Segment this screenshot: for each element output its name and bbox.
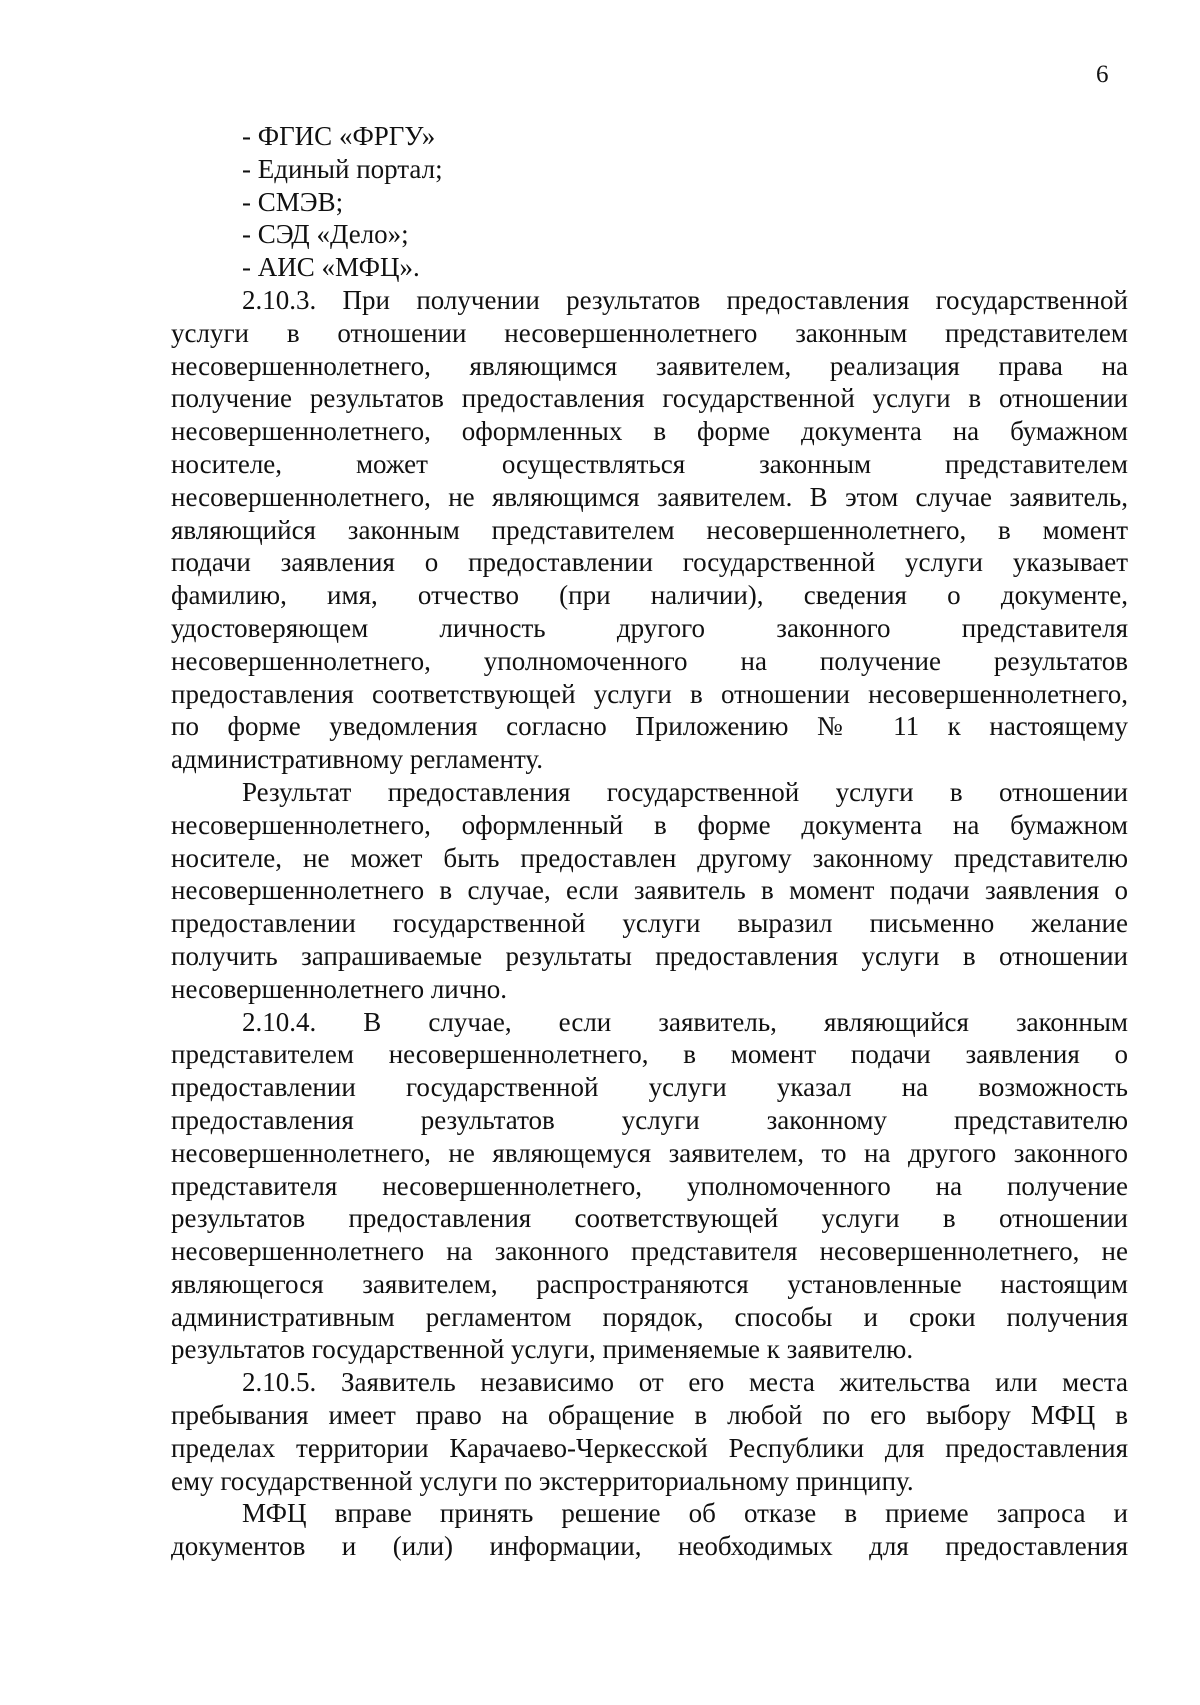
paragraph-line: несовершеннолетнего, не являющимся заявителем. В этом случае заявитель, <box>171 481 1128 512</box>
paragraph-line: фамилию, имя, отчество (при наличии), сведения о документе, <box>171 580 1128 611</box>
paragraph-line: предоставлении государственной услуги указал на возможность <box>171 1072 1128 1103</box>
paragraph-line: несовершеннолетнего, оформленный в форме документа на бумажном <box>171 809 1128 840</box>
paragraph-line: услуги в отношении несовершеннолетнего законным представителем <box>171 317 1128 348</box>
paragraph-line: ему государственной услуги по экстерриториальному принципу. <box>171 1465 914 1496</box>
paragraph-line: по форме уведомления согласно Приложению № 11 к настоящему <box>171 711 1128 742</box>
paragraph-line: несовершеннолетнего лично. <box>171 973 508 1004</box>
list-item: - СЭД «Дело»; <box>242 219 409 250</box>
paragraph-line: несовершеннолетнего, не являющемуся заявителем, то на другого законного <box>171 1137 1128 1168</box>
list-item: - СМЭВ; <box>242 186 344 217</box>
paragraph-line: удостоверяющем личность другого законного представителя <box>171 612 1128 643</box>
paragraph-2-10-4 <box>171 1006 1128 1367</box>
paragraph-line: административному регламенту. <box>171 744 543 775</box>
paragraph-line: получение результатов предоставления государственной услуги в отношении <box>171 383 1128 414</box>
paragraph-line: предоставления результатов услуги законному представителю <box>171 1104 1128 1135</box>
document-body <box>171 120 1128 1563</box>
paragraph-line: документов и (или) информации, необходимых для предоставления <box>171 1531 1128 1562</box>
paragraph-line: представителя несовершеннолетнего, уполномоченного на получение <box>171 1170 1128 1201</box>
paragraph-line: 2.10.3. При получении результатов предоставления государственной <box>242 284 1128 315</box>
paragraph-line: несовершеннолетнего, являющимся заявителем, реализация права на <box>171 350 1128 381</box>
paragraph-line: несовершеннолетнего в случае, если заявитель в момент подачи заявления о <box>171 875 1128 906</box>
paragraph-result <box>171 776 1128 1006</box>
paragraph-line: Результат предоставления государственной услуги в отношении <box>242 776 1128 807</box>
paragraph-line: несовершеннолетнего, уполномоченного на получение результатов <box>171 645 1128 676</box>
paragraph-line: 2.10.5. Заявитель независимо от его места жительства или места <box>242 1367 1128 1398</box>
paragraph-2-10-3 <box>171 284 1128 776</box>
paragraph-line: пределах территории Карачаево-Черкесской Республики для предоставления <box>171 1432 1128 1463</box>
paragraph-line: результатов государственной услуги, применяемые к заявителю. <box>171 1334 914 1365</box>
paragraphs-container <box>171 284 1128 1563</box>
paragraph-line: административным регламентом порядок, способы и сроки получения <box>171 1301 1128 1332</box>
paragraph-line: представителем несовершеннолетнего, в момент подачи заявления о <box>171 1039 1128 1070</box>
paragraph-line: подачи заявления о предоставлении государственной услуги указывает <box>171 547 1128 578</box>
list-item: - АИС «МФЦ». <box>242 252 420 283</box>
paragraph-line: являющегося заявителем, распространяются установленные настоящим <box>171 1268 1128 1299</box>
paragraph-mfc <box>171 1497 1128 1563</box>
systems-list <box>171 120 1128 284</box>
paragraph-line: носителе, не может быть предоставлен другому законному представителю <box>171 842 1128 873</box>
paragraph-2-10-5 <box>171 1366 1128 1497</box>
paragraph-line: 2.10.4. В случае, если заявитель, являющийся законным <box>242 1006 1128 1037</box>
paragraph-line: несовершеннолетнего, оформленных в форме документа на бумажном <box>171 416 1128 447</box>
list-item: - Единый портал; <box>242 153 443 184</box>
paragraph-line: получить запрашиваемые результаты предоставления услуги в отношении <box>171 940 1128 971</box>
paragraph-line: носителе, может осуществляться законным представителем <box>171 448 1128 479</box>
page-number: 6 <box>1096 61 1109 88</box>
paragraph-line: являющийся законным представителем несовершеннолетнего, в момент <box>171 514 1128 545</box>
paragraph-line: МФЦ вправе принять решение об отказе в приеме запроса и <box>242 1498 1128 1529</box>
paragraph-line: несовершеннолетнего на законного представителя несовершеннолетнего, не <box>171 1236 1128 1267</box>
paragraph-line: результатов предоставления соответствующей услуги в отношении <box>171 1203 1128 1234</box>
list-item: - ФГИС «ФРГУ» <box>242 121 436 151</box>
paragraph-line: предоставлении государственной услуги выразил письменно желание <box>171 908 1128 939</box>
paragraph-line: предоставления соответствующей услуги в отношении несовершеннолетнего, <box>171 678 1128 709</box>
paragraph-line: пребывания имеет право на обращение в любой по его выбору МФЦ в <box>171 1400 1128 1431</box>
